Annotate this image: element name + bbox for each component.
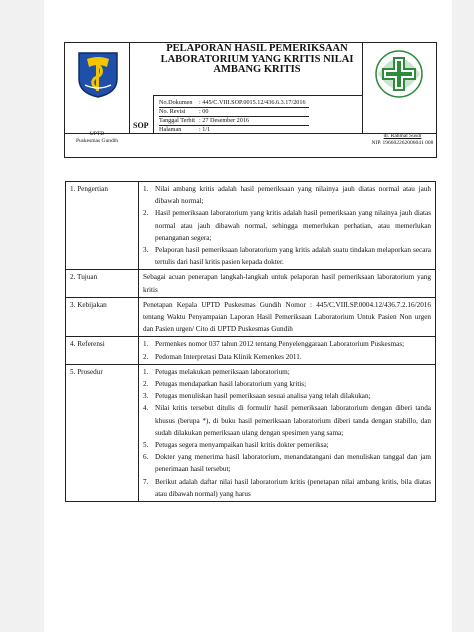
table-row: [66, 337, 436, 364]
title-line: LABORATORIUM YANG KRITIS NILAI: [160, 53, 354, 65]
item-text: Hasil pemeriksaan laboratorium yang kritis adalah hasil pemeriksaan yang nilainya jauh diatas normal atau jauh dibawah normal, sehingga memerlukan perhatian, atau memerlukan penanganan segera;: [155, 209, 431, 242]
section-label: 1. Pengertian: [66, 182, 139, 270]
item-number: 1.: [143, 340, 149, 349]
list-item: [143, 351, 431, 363]
item-text: Berikut adalah daftar nilai hasil laboratorium kritis (penetapan nilai ambang kritis, bila diatas atau dibawah normal) yang harus: [155, 477, 431, 498]
section-label: 2. Tujuan: [66, 270, 139, 297]
table-row: [66, 270, 436, 297]
item-text: Petugas melakukan pemeriksaan laboratorium;: [155, 367, 290, 376]
section-text: Sebagai acuan penerapan langkah-langkah untuk pelaporan hasil pemeriksaan laboratorium yang kritis: [139, 270, 436, 297]
item-text: Nilai kritis tersebut ditulis di formulir hasil pemeriksaan laboratorium dengan diberi tanda khusus (berupa *), di buku hasil pemeriksaan laboratorium diberi tanda dengan stabillo, dan sudah dilakukan pemeriksaan ulang dengan spesimen yang sama;: [155, 404, 431, 437]
meta-revision: [159, 108, 309, 117]
list-item: [143, 378, 431, 390]
title-line: AMBANG KRITIS: [213, 64, 301, 75]
sop-label: SOP: [133, 121, 149, 130]
sop-content-table: [65, 181, 436, 502]
list-item: [143, 366, 431, 378]
meta-key: Tanggal Terbit: [159, 117, 195, 124]
meta-key: No. Revisi: [159, 108, 186, 115]
signer-name: dr. Rahmat Susdi: [383, 133, 422, 139]
list-item: [143, 402, 431, 439]
puskesmas-logo: [374, 49, 424, 99]
meta-issue-date: [159, 117, 309, 126]
sop-header: [64, 42, 437, 158]
item-number: 5.: [143, 441, 149, 450]
meta-page: [159, 126, 309, 134]
meta-document-number: [159, 99, 309, 108]
section-label: 4. Referensi: [66, 337, 139, 364]
item-text: Petugas segera menyampaikan hasil kritis dokter pemeriksa;: [155, 441, 329, 450]
item-text: Dokter yang menerima hasil laboratorium, menandatangani dan menuliskan tanggal dan jam penerimaan hasil tersebut;: [155, 453, 431, 474]
item-text: Petugas menuliskan hasil pemeriksaan sesuai analisa yang telah dilakukan;: [155, 392, 371, 401]
table-row: [66, 297, 436, 337]
table-row: [66, 364, 436, 501]
item-text: Petugas mendapatkan hasil laboratorium yang kritis;: [155, 380, 307, 389]
east-java-emblem-logo: [73, 49, 123, 99]
item-number: 2.: [143, 380, 149, 389]
meta-key: No.Dokumen: [159, 99, 193, 106]
item-number: 7.: [143, 477, 149, 486]
section-content: [139, 337, 436, 364]
list-item: [143, 451, 431, 475]
item-text: Pelaporan hasil pemeriksaan laboratorium yang kritis adalah suatu tindakan melaporkan secara tertulis dari hasil kritis pasien kepada dokter.: [155, 246, 431, 267]
meta-value: : 27 Desember 2016: [199, 117, 250, 124]
item-number: 1.: [143, 367, 149, 376]
item-text: Nilai ambang kritis adalah hasil pemeriksaan yang nilainya jauh diatas normal atau jauh dibawah normal;: [155, 185, 431, 206]
meta-value: : 00: [199, 108, 209, 115]
signature-block: [365, 133, 440, 146]
section-content: [139, 364, 436, 501]
org-line: UPTD: [89, 131, 105, 137]
item-number: 1.: [143, 185, 149, 193]
document-title: [153, 44, 361, 76]
org-line: Puskesmas Gundih: [75, 137, 118, 144]
list-item: [143, 476, 431, 500]
meta-key: Halaman: [159, 126, 182, 133]
item-number: 2.: [143, 352, 149, 361]
document-page: [44, 0, 452, 632]
section-label: 5. Prosedur: [66, 364, 139, 501]
table-row: [66, 182, 436, 270]
list-item: [143, 390, 431, 402]
list-item: [143, 439, 431, 451]
list-item: [143, 207, 431, 244]
meta-value: : 445/C.VIII.SOP.0015.12/436.6.3.17/2016: [199, 99, 306, 106]
section-content: [139, 182, 436, 270]
section-text: Penetapan Kepala UPTD Puskesmas Gundih Nomor : 445/C.VIII.SP.0004.12/436.7.2.16/2016 tentang Waktu Penyampaian Laporan Hasil Pemeriksaan Laboratorium Untuk Pasien Non urgen dan Pasien urgen/ Cito di UPTD Puskesmas Gundih: [139, 297, 436, 337]
list-item: [143, 338, 431, 350]
item-text: Pedoman Interpretasi Data Klinik Kemenkes 2011.: [155, 352, 302, 361]
organization-name: [67, 131, 127, 144]
section-label: 3. Kebijakan: [66, 297, 139, 337]
meta-value: : 1/1: [199, 126, 211, 133]
title-line: PELAPORAN HASIL PEMERIKSAAN: [166, 43, 348, 54]
item-text: Permenkes nomor 037 tahun 2012 tentang Penyelenggaraan Laboratorium Puskesmas;: [155, 340, 405, 349]
item-number: 2.: [143, 209, 149, 218]
list-item: [143, 183, 431, 207]
item-number: 6.: [143, 453, 149, 462]
item-number: 4.: [143, 404, 149, 413]
signer-nip: NIP. 196602262006041 008: [371, 139, 434, 146]
item-number: 3.: [143, 246, 149, 255]
list-item: [143, 244, 431, 268]
item-number: 3.: [143, 392, 149, 401]
